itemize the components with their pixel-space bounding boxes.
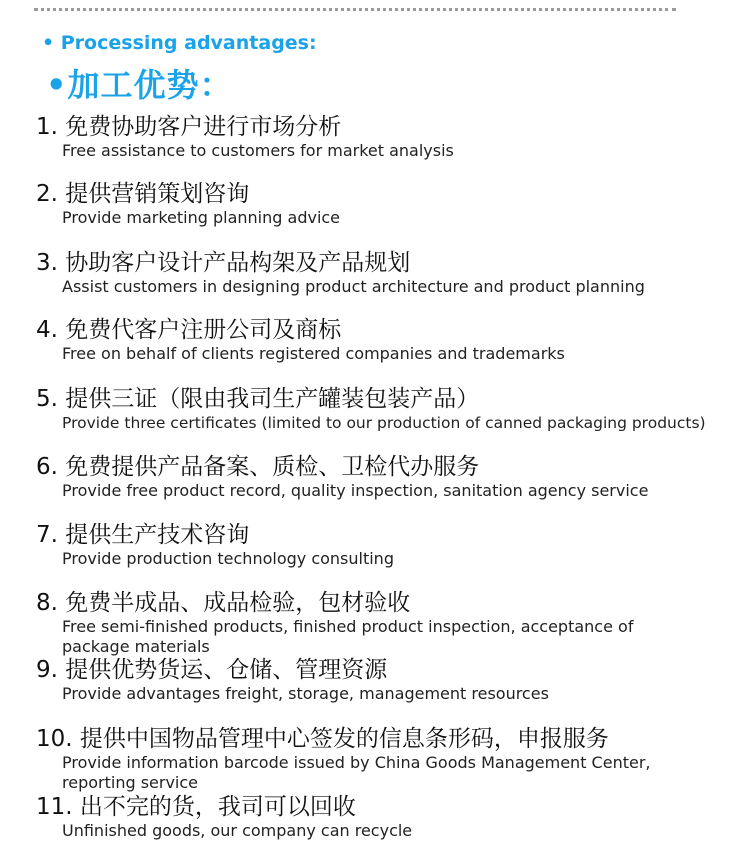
item-description: Provide three certificates (limited to our production of canned packaging products)	[62, 414, 706, 432]
heading-chinese: •加工优势：	[46, 66, 233, 104]
item-description: Free assistance to customers for market analysis	[62, 141, 454, 160]
list-item-4	[36, 316, 702, 364]
item-title: 2. 提供营销策划咨询	[36, 181, 250, 207]
list-item-5	[36, 385, 742, 433]
item-title: 3. 协助客户设计产品构架及产品规划	[36, 250, 411, 276]
item-description: Unfinished goods, our company can recycle	[62, 821, 413, 840]
item-title: 5. 提供三证（限由我司生产罐装包装产品）	[36, 386, 480, 412]
item-description: Provide free product record, quality inspection, sanitation agency service	[62, 481, 649, 500]
item-title: 7. 提供生产技术咨询	[36, 522, 250, 548]
dotted-divider	[34, 8, 676, 11]
list-item-6	[36, 453, 702, 501]
item-description: Provide information barcode issued by China Goods Management Center, reporting service	[62, 753, 651, 792]
list-item-10	[36, 725, 702, 793]
item-title: 1. 免费协助客户进行市场分析	[36, 114, 342, 140]
list-item-7	[36, 521, 702, 569]
list-item-8	[36, 589, 702, 657]
list-item-2	[36, 180, 702, 228]
item-description: Provide production technology consulting	[62, 549, 394, 568]
list-item-11	[36, 793, 702, 841]
list-item-1	[36, 113, 702, 161]
item-title: 6. 免费提供产品备案、质检、卫检代办服务	[36, 454, 480, 480]
list-item-3	[36, 249, 702, 297]
item-description: Free semi-finished products, finished product inspection, acceptance of package materials	[62, 617, 634, 656]
heading-english: • Processing advantages:	[42, 32, 317, 54]
list-item-9	[36, 656, 702, 704]
item-title: 4. 免费代客户注册公司及商标	[36, 317, 342, 343]
item-title: 8. 免费半成品、成品检验，包材验收	[36, 590, 411, 616]
item-description: Provide marketing planning advice	[62, 208, 341, 227]
item-title: 9. 提供优势货运、仓储、管理资源	[36, 657, 388, 683]
item-description: Assist customers in designing product architecture and product planning	[62, 277, 645, 296]
item-title: 10. 提供中国物品管理中心签发的信息条形码，申报服务	[36, 726, 609, 752]
item-title: 11. 出不完的货，我司可以回收	[36, 794, 356, 820]
item-description: Free on behalf of clients registered companies and trademarks	[62, 344, 565, 363]
item-description: Provide advantages freight, storage, management resources	[62, 684, 549, 703]
